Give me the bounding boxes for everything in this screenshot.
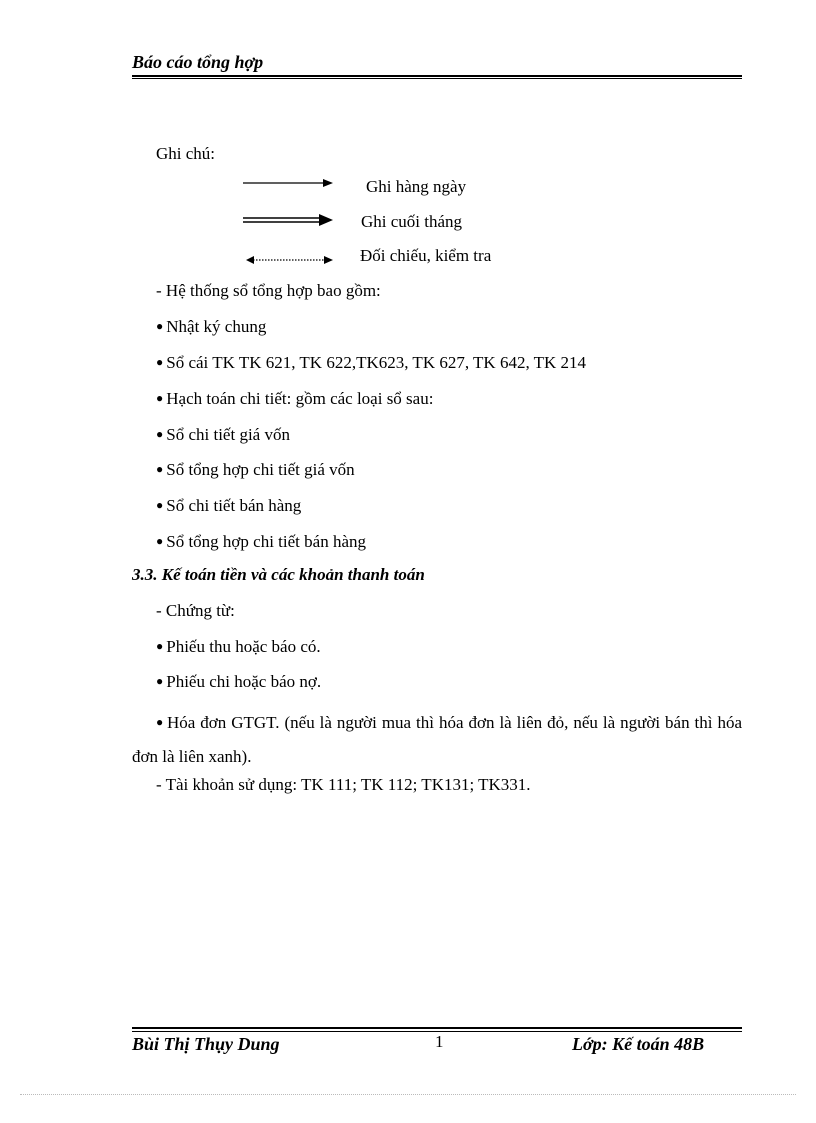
bullet-icon: ● <box>156 498 164 512</box>
list-item: ● Sổ chi tiết giá vốn <box>156 425 290 444</box>
list-item: ● Sổ chi tiết bán hàng <box>156 496 302 515</box>
header-rule-thin <box>132 78 742 79</box>
list-item: ● Hạch toán chi tiết: gồm các loại sổ sau: <box>156 389 434 408</box>
legend-label: Ghi chú: <box>156 144 216 163</box>
list-item: ● Sổ tổng hợp chi tiết bán hàng <box>156 532 366 551</box>
legend-item-check: Đối chiếu, kiểm tra <box>360 246 492 265</box>
bullet-icon: ● <box>156 534 164 548</box>
accounts-used: - Tài khoản sử dụng: TK 111; TK 112; TK131; TK331. <box>156 775 531 794</box>
bullet-icon: ● <box>156 355 164 369</box>
page-number: 1 <box>435 1032 444 1051</box>
summary-ledger-intro: - Hệ thống sổ tổng hợp bao gồm: <box>156 281 381 300</box>
double-arrow-icon <box>243 212 335 228</box>
footer-author: Bùi Thị Thụy Dung <box>132 1034 280 1054</box>
bullet-icon: ● <box>156 715 164 729</box>
bullet-icon: ● <box>156 319 164 333</box>
page-bottom-divider <box>20 1094 796 1095</box>
list-item: ● Phiếu thu hoặc báo có. <box>156 637 321 656</box>
list-item: ● Sổ cái TK TK 621, TK 622,TK623, TK 627, TK 642, TK 214 <box>156 353 587 372</box>
legend-item-monthly: Ghi cuối tháng <box>361 212 463 231</box>
footer-rule <box>132 1027 742 1029</box>
single-arrow-icon <box>243 176 335 190</box>
bullet-icon: ● <box>156 427 164 441</box>
bullet-icon: ● <box>156 391 164 405</box>
section-heading: 3.3. Kế toán tiền và các khoản thanh toán <box>132 565 425 584</box>
invoice-paragraph: ● Hóa đơn GTGT. (nếu là người mua thì hóa đơn là liên đỏ, nếu là người bán thì hóa đơn là liên xanh). <box>132 713 742 766</box>
list-item: ● Sổ tổng hợp chi tiết giá vốn <box>156 460 355 479</box>
bullet-icon: ● <box>156 462 164 476</box>
dotted-bidirectional-arrow-icon <box>245 253 337 267</box>
vouchers-intro: - Chứng từ: <box>156 601 235 620</box>
header-title: Báo cáo tổng hợp <box>132 52 264 72</box>
legend-item-daily: Ghi hàng ngày <box>366 177 467 196</box>
footer-class: Lớp: Kế toán 48B <box>572 1034 705 1054</box>
bullet-icon: ● <box>156 674 164 688</box>
header-rule <box>132 75 742 77</box>
bullet-icon: ● <box>156 639 164 653</box>
list-item: ● Phiếu chi hoặc báo nợ. <box>156 672 322 691</box>
list-item: ● Nhật ký chung <box>156 317 267 336</box>
